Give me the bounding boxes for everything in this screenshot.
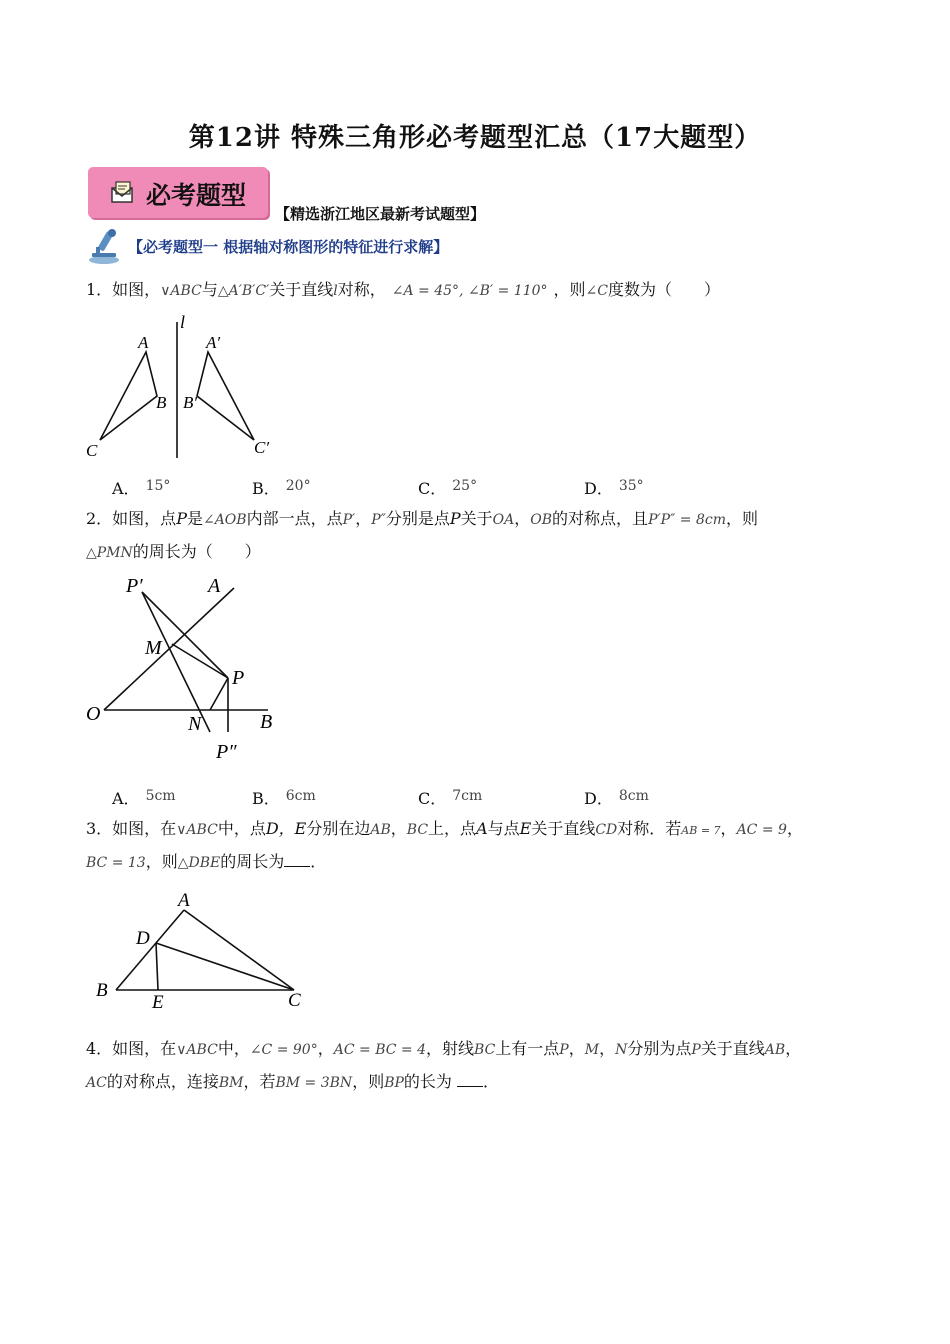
label-l: l bbox=[180, 312, 186, 332]
label-B: B bbox=[156, 393, 167, 412]
q2-option-c[interactable]: C． 7cm bbox=[418, 788, 483, 808]
question-2-line-2: △PMN的周长为（ ） bbox=[86, 542, 261, 561]
microscope-icon bbox=[86, 227, 126, 269]
envelope-letter-icon bbox=[110, 180, 136, 208]
label-C: C bbox=[86, 441, 98, 460]
type-heading-label: 【必考题型一 根据轴对称图形的特征进行求解】 bbox=[128, 238, 449, 256]
question-1-figure bbox=[80, 308, 280, 466]
label-B: B bbox=[260, 711, 273, 733]
page-title: 第12讲 特殊三角形必考题型汇总（17大题型） bbox=[188, 123, 762, 153]
label-A: A bbox=[178, 890, 190, 911]
banner-label: 必考题型 bbox=[146, 181, 247, 210]
label-C: C bbox=[288, 990, 301, 1011]
label-A2: A′ bbox=[206, 333, 221, 352]
label-A: A bbox=[138, 333, 149, 352]
question-4-line-2: AC的对称点，连接BM，若BM = 3BN，则BP的长为 ． bbox=[86, 1072, 500, 1091]
question-2-line-1: 2．如图，点P是∠AOB内部一点，点P′，P″分别是点P关于OA，OB的对称点，且P′P″ = 8cm，则 bbox=[86, 509, 758, 528]
answer-blank[interactable] bbox=[284, 852, 310, 867]
label-P2: P″ bbox=[216, 741, 237, 763]
question-4-line-1: 4．如图，在∨ABC中，∠C = 90°，AC = BC = 4，射线BC上有一点P，M，N分别为点P关于直线AB， bbox=[86, 1039, 802, 1058]
label-D: D bbox=[136, 928, 150, 949]
label-O: O bbox=[86, 703, 101, 725]
label-P: P bbox=[232, 667, 245, 689]
subtitle: 【精选浙江地区最新考试题型】 bbox=[275, 205, 486, 223]
question-1-text: 1．如图，∨ABC与△A′B′C′关于直线l对称， ∠A = 45°, ∠B′ = 110° ，则∠C度数为（ ） bbox=[86, 280, 720, 299]
label-B: B bbox=[96, 980, 108, 1001]
question-3-figure bbox=[90, 886, 320, 1014]
q2-option-a[interactable]: A． 5cm bbox=[112, 788, 176, 808]
q1-option-a[interactable]: A． 15° bbox=[112, 478, 171, 498]
label-M: M bbox=[145, 637, 162, 659]
label-E: E bbox=[152, 992, 164, 1013]
q1-option-d[interactable]: D． 35° bbox=[584, 478, 644, 498]
label-B2: B′ bbox=[183, 393, 198, 412]
q2-option-b[interactable]: B． 6cm bbox=[252, 788, 316, 808]
question-3-line-1: 3．如图，在∨ABC中，点D，E分别在边AB，BC上，点A与点E关于直线CD对称．若AB = 7，AC = 9， bbox=[86, 819, 803, 838]
q2-option-d[interactable]: D． 8cm bbox=[584, 788, 649, 808]
q1-option-c[interactable]: C． 25° bbox=[418, 478, 478, 498]
question-2-figure bbox=[82, 570, 282, 770]
label-A: A bbox=[208, 575, 221, 597]
label-C2: C′ bbox=[254, 438, 270, 457]
question-3-line-2: BC = 13，则△DBE的周长为 ． bbox=[86, 852, 327, 871]
q1-option-b[interactable]: B． 20° bbox=[252, 478, 311, 498]
section-banner bbox=[88, 167, 268, 218]
label-P1: P′ bbox=[126, 575, 143, 597]
label-N: N bbox=[188, 713, 202, 735]
answer-blank[interactable] bbox=[457, 1072, 483, 1087]
